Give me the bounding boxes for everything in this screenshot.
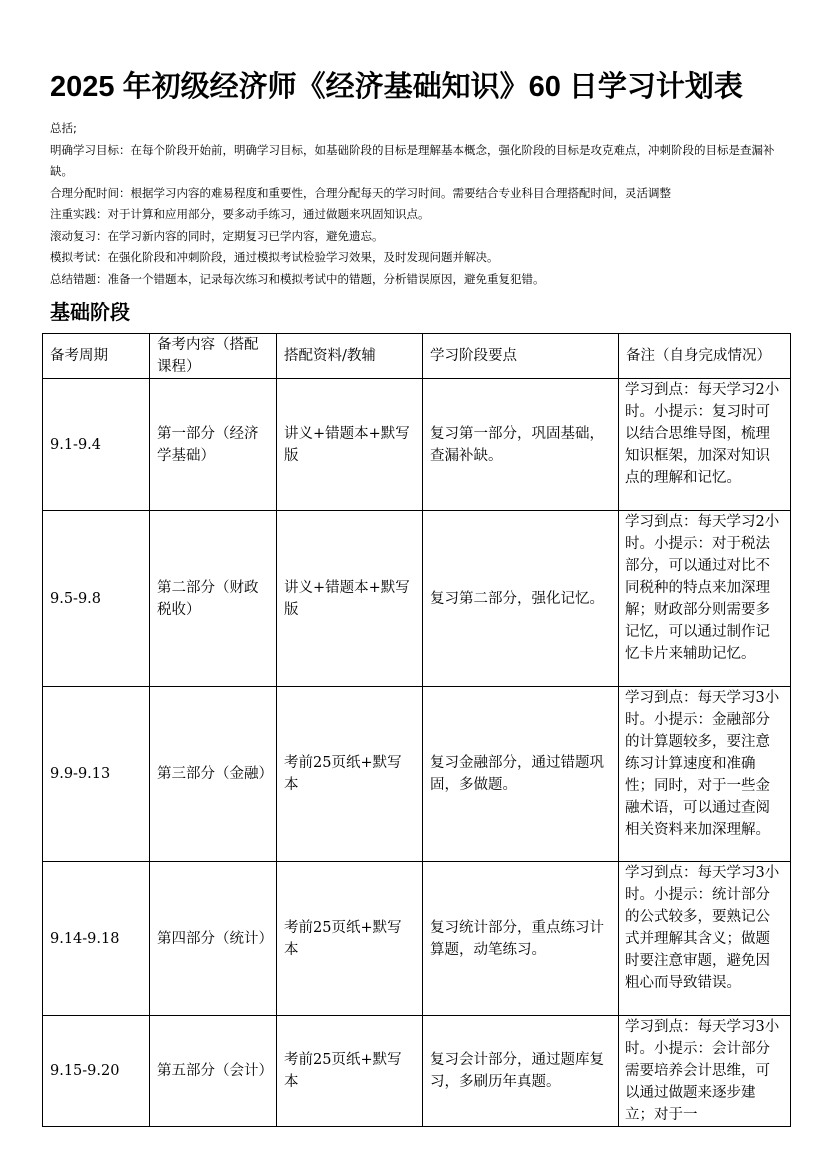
header-notes: 备注（自身完成情况） (619, 334, 791, 379)
study-plan-table (42, 333, 791, 1127)
cell-notes: 学习到点：每天学习2小时。小提示：复习时可以结合思维导图，梳理知识框架，加深对知识点的理解和记忆。 (619, 379, 791, 511)
section-title: 基础阶段 (50, 300, 130, 324)
header-period: 备考周期 (43, 334, 150, 379)
cell-period: 9.15-9.20 (43, 1016, 150, 1127)
cell-materials: 讲义+错题本+默写版 (277, 511, 423, 687)
cell-points: 复习第二部分，强化记忆。 (423, 511, 619, 687)
cell-period: 9.14-9.18 (43, 862, 150, 1016)
summary-item-goals: 明确学习目标：在每个阶段开始前，明确学习目标，如基础阶段的目标是理解基本概念，强化阶段的目标是攻克难点，冲刺阶段的目标是查漏补缺。 (50, 142, 775, 178)
cell-content: 第四部分（统计） (150, 862, 277, 1016)
cell-content: 第一部分（经济学基础） (150, 379, 277, 511)
cell-notes: 学习到点：每天学习2小时。小提示：对于税法部分，可以通过对比不同税种的特点来加深理解；财政部分则需要多记忆，可以通过制作记忆卡片来辅助记忆。 (619, 511, 791, 687)
cell-notes: 学习到点：每天学习3小时。小提示：会计部分需要培养会计思维，可以通过做题来逐步建立；对于一 (619, 1016, 791, 1127)
header-points: 学习阶段要点 (423, 334, 619, 379)
cell-points: 复习统计部分，重点练习计算题，动笔练习。 (423, 862, 619, 1016)
cell-content: 第二部分（财政税收） (150, 511, 277, 687)
table-row (43, 1016, 791, 1127)
summary-item-review: 滚动复习：在学习新内容的同时，定期复习已学内容，避免遗忘。 (50, 228, 384, 243)
cell-materials: 考前25页纸+默写本 (277, 862, 423, 1016)
header-content: 备考内容（搭配课程） (150, 334, 277, 379)
summary-heading: 总括; (50, 121, 77, 135)
table-row (43, 379, 791, 511)
cell-period: 9.5-9.8 (43, 511, 150, 687)
cell-period: 9.9-9.13 (43, 687, 150, 862)
page-title: 2025 年初级经济师《经济基础知识》60 日学习计划表 (50, 71, 743, 103)
cell-notes: 学习到点：每天学习3小时。小提示：金融部分的计算题较多，要注意练习计算速度和准确性；同时，对于一些金融术语，可以通过查阅相关资料来加深理解。 (619, 687, 791, 862)
summary-item-mock-exam: 模拟考试：在强化阶段和冲刺阶段，通过模拟考试检验学习效果，及时发现问题并解决。 (50, 250, 499, 264)
summary-item-time: 合理分配时间：根据学习内容的难易程度和重要性，合理分配每天的学习时间。需要结合专业科目合理搭配时间，灵活调整 (50, 185, 671, 200)
summary-item-mistakes: 总结错题：准备一个错题本，记录每次练习和模拟考试中的错题，分析错误原因，避免重复犯错。 (50, 271, 545, 286)
table-row (43, 687, 791, 862)
cell-points: 复习第一部分，巩固基础，查漏补缺。 (423, 379, 619, 511)
cell-notes: 学习到点：每天学习3小时。小提示：统计部分的公式较多，要熟记公式并理解其含义；做题时要注意审题，避免因粗心而导致错误。 (619, 862, 791, 1016)
cell-materials: 讲义+错题本+默写版 (277, 379, 423, 511)
table-row (43, 862, 791, 1016)
cell-points: 复习会计部分，通过题库复习，多刷历年真题。 (423, 1016, 619, 1127)
table-header-row (43, 334, 791, 379)
cell-materials: 考前25页纸+默写本 (277, 687, 423, 862)
summary-item-practice: 注重实践：对于计算和应用部分，要多动手练习，通过做题来巩固知识点。 (50, 207, 430, 221)
cell-content: 第五部分（会计） (150, 1016, 277, 1127)
cell-materials: 考前25页纸+默写本 (277, 1016, 423, 1127)
table-row (43, 511, 791, 687)
header-materials: 搭配资料/教辅 (277, 334, 423, 379)
cell-points: 复习金融部分，通过错题巩固，多做题。 (423, 687, 619, 862)
cell-content: 第三部分（金融） (150, 687, 277, 862)
summary-block (50, 118, 790, 290)
cell-period: 9.1-9.4 (43, 379, 150, 511)
